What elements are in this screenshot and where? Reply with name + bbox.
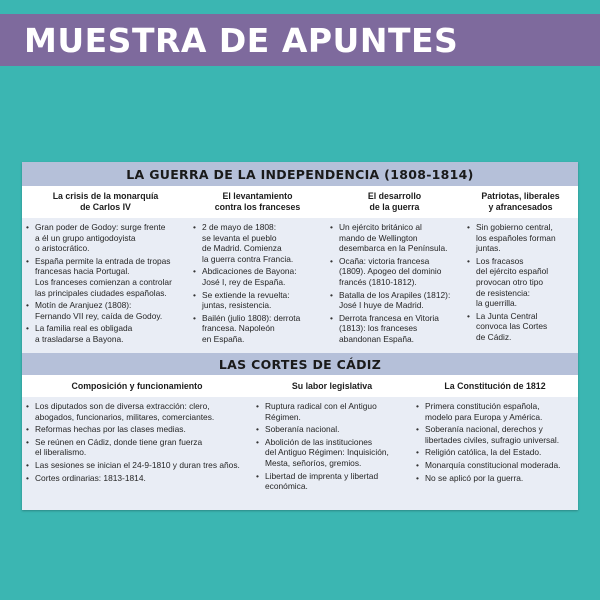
- list-item: • Un ejército británico al mando de Wellington desembarca en la Península.: [330, 222, 457, 254]
- title-banner: [0, 14, 600, 66]
- list-item: • Religión católica, la del Estado.: [416, 447, 572, 458]
- cortes-headings: [22, 375, 578, 397]
- list-item: • Motín de Aranjuez (1808): Fernando VII rey, caída de Godoy.: [26, 300, 183, 321]
- list-item: • Las sesiones se inician el 24-9-1810 y duran tres años.: [26, 460, 246, 471]
- list-item: • Libertad de imprenta y libertad económica.: [256, 471, 406, 492]
- list-item: • Abdicaciones de Bayona: José I, rey de España.: [193, 266, 320, 287]
- list-item: • 2 de mayo de 1808: se levanta el pueblo de Madrid. Comienza la guerra contra Francia.: [193, 222, 320, 264]
- column-heading: El desarrollo de la guerra: [326, 186, 463, 218]
- column-body: [22, 397, 252, 510]
- section-title-cortes: LAS CORTES DE CÁDIZ: [22, 353, 578, 375]
- list-item: • Se extiende la revuelta: juntas, resistencia.: [193, 290, 320, 311]
- list-item: • Sin gobierno central, los españoles forman juntas.: [467, 222, 572, 254]
- cortes-bodies: [22, 397, 578, 510]
- list-item: • Derrota francesa en Vitoria (1813): los franceses abandonan España.: [330, 313, 457, 345]
- list-item: • Cortes ordinarias: 1813-1814.: [26, 473, 246, 484]
- list-item: • Gran poder de Godoy: surge frente a él un grupo antigodoyista o aristocrático.: [26, 222, 183, 254]
- list-item: • Primera constitución española, modelo para Europa y América.: [416, 401, 572, 422]
- column-heading: Composición y funcionamiento: [22, 375, 252, 397]
- list-item: • Los diputados son de diversa extracción: clero, abogados, funcionarios, militares, comerciantes.: [26, 401, 246, 422]
- notes-card: [22, 162, 578, 510]
- column-body: [326, 218, 463, 353]
- list-item: • Abolición de las instituciones del Antiguo Régimen: Inquisición, Mesta, señoríos, gremios.: [256, 437, 406, 469]
- independence-headings: [22, 186, 578, 218]
- column-heading: La crisis de la monarquía de Carlos IV: [22, 186, 189, 218]
- list-item: • No se aplicó por la guerra.: [416, 473, 572, 484]
- list-item: • Se reúnen en Cádiz, donde tiene gran fuerza el liberalismo.: [26, 437, 246, 458]
- list-item: • Monarquía constitucional moderada.: [416, 460, 572, 471]
- list-item: • Los fracasos del ejército español provocan otro tipo de resistencia: la guerrilla.: [467, 256, 572, 309]
- column-heading: Su labor legislativa: [252, 375, 412, 397]
- list-item: • La familia real es obligada a trasladarse a Bayona.: [26, 323, 183, 344]
- list-item: • Batalla de los Arapiles (1812): José I huye de Madrid.: [330, 290, 457, 311]
- column-heading: Patriotas, liberales y afrancesados: [463, 186, 578, 218]
- column-body: [189, 218, 326, 353]
- column-heading: El levantamiento contra los franceses: [189, 186, 326, 218]
- list-item: • España permite la entrada de tropas francesas hacia Portugal. Los franceses comienzan a controlar las principales ciudades españolas.: [26, 256, 183, 298]
- list-item: • Ruptura radical con el Antiguo Régimen.: [256, 401, 406, 422]
- page-title: MUESTRA DE APUNTES: [24, 20, 459, 60]
- list-item: • Soberanía nacional, derechos y libertades civiles, sufragio universal.: [416, 424, 572, 445]
- list-item: • Bailén (julio 1808): derrota francesa. Napoleón en España.: [193, 313, 320, 345]
- column-body: [252, 397, 412, 510]
- list-item: • Reformas hechas por las clases medias.: [26, 424, 246, 435]
- column-heading: La Constitución de 1812: [412, 375, 578, 397]
- section-title-independence: LA GUERRA DE LA INDEPENDENCIA (1808-1814): [22, 162, 578, 186]
- list-item: • Ocaña: victoria francesa (1809). Apogeo del dominio francés (1810-1812).: [330, 256, 457, 288]
- column-body: [463, 218, 578, 353]
- column-body: [412, 397, 578, 510]
- list-item: • Soberanía nacional.: [256, 424, 406, 435]
- list-item: • La Junta Central convoca las Cortes de Cádiz.: [467, 311, 572, 343]
- independence-bodies: [22, 218, 578, 353]
- column-body: [22, 218, 189, 353]
